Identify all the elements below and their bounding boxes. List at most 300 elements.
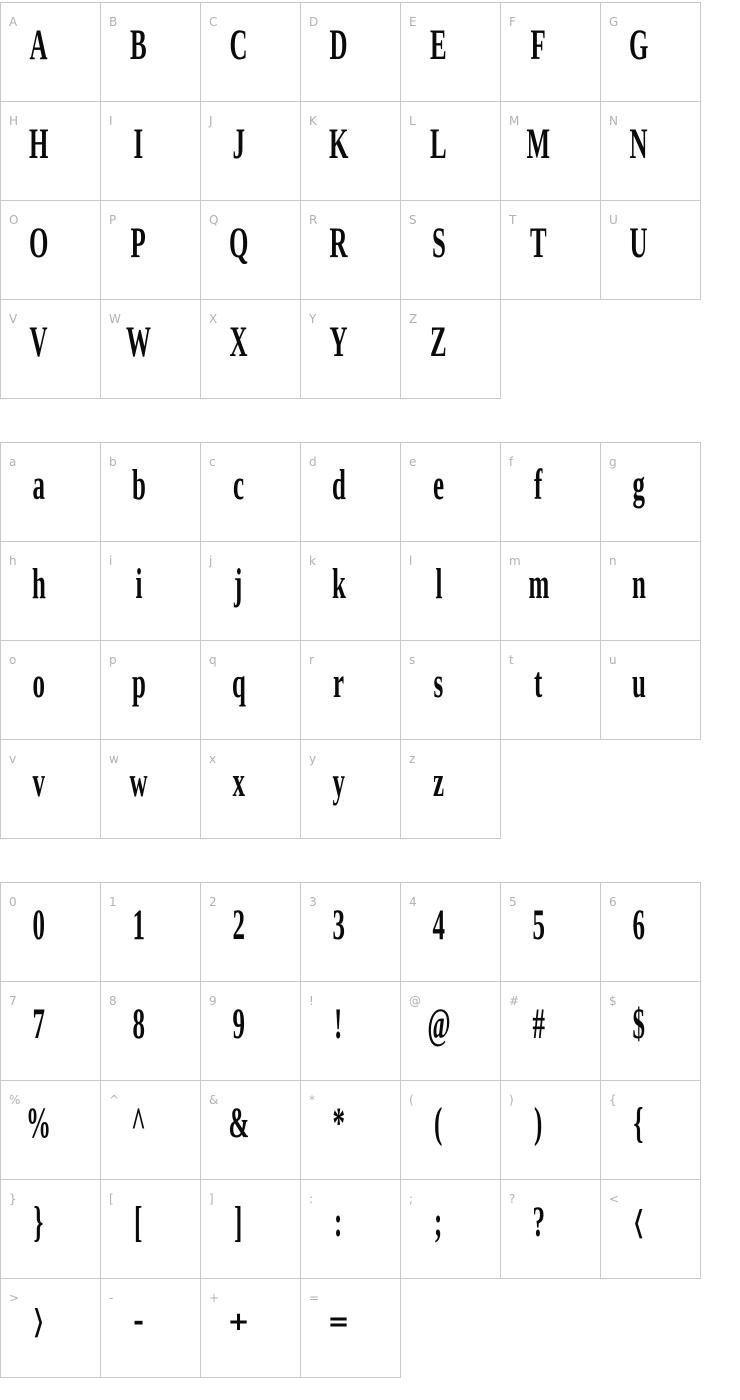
glyph-cell bbox=[101, 201, 201, 300]
cell-label: ? bbox=[509, 1192, 516, 1206]
glyph-cell bbox=[601, 1081, 701, 1180]
cell-label: A bbox=[9, 15, 18, 29]
glyph-character: ⟨ bbox=[632, 1203, 645, 1242]
cell-label: H bbox=[9, 114, 19, 128]
glyph-character: 0 bbox=[32, 902, 45, 949]
cell-label: R bbox=[309, 213, 318, 227]
glyph-character: H bbox=[28, 121, 49, 168]
cell-glyph bbox=[401, 461, 500, 519]
cell-glyph bbox=[1, 318, 100, 376]
cell-label: * bbox=[309, 1093, 315, 1107]
cell-label: S bbox=[409, 213, 417, 227]
cell-label: L bbox=[409, 114, 416, 128]
glyph-cell bbox=[201, 102, 301, 201]
glyph-cell bbox=[201, 1279, 301, 1378]
cell-glyph bbox=[101, 659, 200, 717]
glyph-character: % bbox=[26, 1100, 51, 1147]
glyph-character: x bbox=[232, 759, 245, 806]
cell-glyph bbox=[301, 758, 400, 816]
cell-label: Q bbox=[209, 213, 219, 227]
cell-label: q bbox=[209, 653, 217, 667]
cell-label: 1 bbox=[109, 895, 117, 909]
glyph-character: & bbox=[228, 1100, 249, 1147]
glyph-character: M bbox=[526, 121, 551, 168]
cell-glyph bbox=[101, 21, 200, 79]
cell-glyph bbox=[201, 318, 300, 376]
cell-glyph bbox=[1, 120, 100, 178]
cell-label: 0 bbox=[9, 895, 17, 909]
cell-glyph bbox=[401, 1000, 500, 1058]
glyph-character: V bbox=[29, 319, 48, 366]
glyph-cell bbox=[401, 1081, 501, 1180]
cell-glyph bbox=[601, 461, 700, 519]
glyph-character: 8 bbox=[132, 1001, 145, 1048]
cell-label: ] bbox=[209, 1192, 214, 1206]
cell-glyph bbox=[601, 219, 700, 277]
cell-glyph bbox=[601, 901, 700, 959]
cell-glyph bbox=[301, 21, 400, 79]
glyph-character: 6 bbox=[632, 902, 645, 949]
glyph-character: f bbox=[534, 462, 543, 509]
cell-glyph bbox=[201, 659, 300, 717]
glyph-cell bbox=[101, 883, 201, 982]
glyph-character: @ bbox=[426, 1001, 451, 1048]
glyph-cell bbox=[301, 542, 401, 641]
glyph-character: J bbox=[232, 121, 245, 168]
cell-label: i bbox=[109, 554, 113, 568]
glyph-character: m bbox=[528, 561, 549, 608]
glyph-cell bbox=[201, 740, 301, 839]
cell-glyph bbox=[1, 758, 100, 816]
glyph-character: 5 bbox=[532, 902, 545, 949]
cell-label: { bbox=[609, 1093, 617, 1107]
cell-label: j bbox=[209, 554, 213, 568]
cell-glyph bbox=[301, 461, 400, 519]
glyph-cell bbox=[401, 740, 501, 839]
cell-glyph bbox=[101, 758, 200, 816]
glyph-cell bbox=[501, 3, 601, 102]
cell-glyph bbox=[501, 21, 600, 79]
cell-label: x bbox=[209, 752, 217, 766]
cell-label: ^ bbox=[109, 1093, 120, 1107]
cell-label: 3 bbox=[309, 895, 317, 909]
glyph-cell bbox=[201, 1081, 301, 1180]
cell-label: 8 bbox=[109, 994, 117, 1008]
cell-glyph bbox=[101, 1000, 200, 1058]
glyph-row bbox=[0, 883, 701, 982]
glyph-cell bbox=[201, 641, 301, 740]
cell-label: 6 bbox=[609, 895, 617, 909]
glyph-character: g bbox=[632, 462, 645, 509]
glyph-block-uppercase bbox=[0, 2, 701, 399]
glyph-character: E bbox=[430, 22, 447, 69]
glyph-cell bbox=[601, 542, 701, 641]
glyph-cell bbox=[301, 102, 401, 201]
glyph-character: ; bbox=[434, 1199, 443, 1246]
cell-glyph bbox=[101, 461, 200, 519]
cell-label: f bbox=[509, 455, 514, 469]
cell-glyph bbox=[101, 560, 200, 618]
glyph-cell bbox=[301, 201, 401, 300]
cell-glyph bbox=[201, 901, 300, 959]
glyph-character: K bbox=[328, 121, 349, 168]
glyph-character: ? bbox=[532, 1199, 545, 1246]
cell-glyph bbox=[201, 758, 300, 816]
cell-glyph bbox=[1, 1000, 100, 1058]
glyph-character: Y bbox=[329, 319, 348, 366]
glyph-row bbox=[0, 102, 701, 201]
glyph-character: D bbox=[329, 22, 348, 69]
cell-label: d bbox=[309, 455, 317, 469]
glyph-character: z bbox=[432, 759, 445, 806]
glyph-cell bbox=[201, 1180, 301, 1279]
glyph-cell bbox=[101, 1279, 201, 1378]
cell-glyph bbox=[601, 1099, 700, 1157]
cell-label: h bbox=[9, 554, 17, 568]
glyph-cell bbox=[601, 443, 701, 542]
glyph-character: N bbox=[629, 121, 648, 168]
glyph-cell bbox=[601, 3, 701, 102]
glyph-character: 2 bbox=[232, 902, 245, 949]
glyph-character: 9 bbox=[232, 1001, 245, 1048]
cell-glyph bbox=[401, 219, 500, 277]
cell-glyph bbox=[201, 1198, 300, 1256]
cell-label: # bbox=[509, 994, 520, 1008]
glyph-cell bbox=[101, 102, 201, 201]
cell-glyph bbox=[201, 461, 300, 519]
cell-label: B bbox=[109, 15, 118, 29]
glyph-character: i bbox=[135, 561, 142, 608]
cell-glyph bbox=[101, 120, 200, 178]
glyph-character: W bbox=[126, 319, 151, 366]
glyph-character: ] bbox=[234, 1199, 243, 1246]
glyph-cell bbox=[201, 542, 301, 641]
cell-label: o bbox=[9, 653, 17, 667]
glyph-row bbox=[0, 982, 701, 1081]
cell-label: ( bbox=[409, 1093, 414, 1107]
glyph-character: o bbox=[32, 660, 45, 707]
glyph-cell bbox=[401, 3, 501, 102]
cell-label: E bbox=[409, 15, 417, 29]
glyph-cell bbox=[601, 982, 701, 1081]
cell-label: T bbox=[509, 213, 517, 227]
glyph-character: e bbox=[432, 462, 445, 509]
glyph-character: v bbox=[32, 759, 45, 806]
glyph-cell bbox=[301, 1081, 401, 1180]
cell-label: z bbox=[409, 752, 416, 766]
glyph-cell bbox=[301, 740, 401, 839]
glyph-character: j bbox=[234, 561, 243, 608]
glyph-cell bbox=[101, 740, 201, 839]
cell-label: 2 bbox=[209, 895, 217, 909]
cell-glyph bbox=[401, 659, 500, 717]
glyph-cell bbox=[101, 542, 201, 641]
glyph-cell bbox=[0, 982, 101, 1081]
glyph-cell bbox=[0, 740, 101, 839]
cell-label: D bbox=[309, 15, 319, 29]
cell-glyph bbox=[1, 1198, 100, 1256]
cell-label: % bbox=[9, 1093, 21, 1107]
cell-label: > bbox=[9, 1291, 20, 1305]
glyph-cell bbox=[0, 201, 101, 300]
glyph-row bbox=[0, 3, 701, 102]
cell-glyph bbox=[201, 120, 300, 178]
glyph-character: I bbox=[133, 121, 144, 168]
glyph-character: # bbox=[532, 1001, 545, 1048]
cell-glyph bbox=[401, 901, 500, 959]
glyph-cell bbox=[501, 542, 601, 641]
glyph-character: = bbox=[327, 1307, 350, 1337]
cell-label: w bbox=[109, 752, 119, 766]
glyph-character: b bbox=[131, 462, 146, 509]
glyph-cell bbox=[101, 1081, 201, 1180]
cell-label: < bbox=[609, 1192, 620, 1206]
glyph-character: c bbox=[232, 462, 245, 509]
glyph-character: F bbox=[530, 22, 547, 69]
cell-glyph bbox=[601, 1198, 700, 1254]
cell-label: Y bbox=[309, 312, 317, 326]
cell-glyph bbox=[501, 901, 600, 959]
glyph-cell bbox=[0, 542, 101, 641]
glyph-cell bbox=[301, 3, 401, 102]
cell-label: u bbox=[609, 653, 617, 667]
glyph-block-digits-symbols bbox=[0, 882, 701, 1378]
glyph-character: ! bbox=[334, 1001, 343, 1048]
glyph-cell bbox=[0, 1279, 101, 1378]
cell-glyph bbox=[101, 1099, 200, 1157]
glyph-character: S bbox=[431, 220, 446, 267]
cell-label: l bbox=[409, 554, 413, 568]
cell-label: c bbox=[209, 455, 216, 469]
glyph-character: 3 bbox=[332, 902, 345, 949]
cell-label: e bbox=[409, 455, 417, 469]
glyph-character: p bbox=[131, 660, 146, 707]
cell-label: t bbox=[509, 653, 514, 667]
glyph-cell bbox=[601, 641, 701, 740]
cell-glyph bbox=[301, 560, 400, 618]
cell-glyph bbox=[1, 560, 100, 618]
glyph-cell bbox=[501, 1081, 601, 1180]
glyph-character: Z bbox=[430, 319, 447, 366]
glyph-cell bbox=[501, 201, 601, 300]
glyph-cell bbox=[301, 982, 401, 1081]
cell-glyph bbox=[101, 219, 200, 277]
glyph-character: G bbox=[628, 22, 649, 69]
glyph-cell bbox=[401, 641, 501, 740]
glyph-cell bbox=[0, 1180, 101, 1279]
glyph-cell bbox=[301, 1279, 401, 1378]
glyph-character: y bbox=[332, 759, 345, 806]
glyph-character: R bbox=[329, 220, 348, 267]
cell-glyph bbox=[1, 659, 100, 717]
glyph-row bbox=[0, 1081, 701, 1180]
glyph-cell bbox=[301, 1180, 401, 1279]
glyph-character: ) bbox=[534, 1100, 543, 1147]
glyph-cell bbox=[401, 300, 501, 399]
glyph-character: l bbox=[435, 561, 442, 608]
cell-label: G bbox=[609, 15, 619, 29]
cell-glyph bbox=[501, 120, 600, 178]
cell-glyph bbox=[301, 1198, 400, 1256]
cell-glyph bbox=[501, 461, 600, 519]
glyph-character: s bbox=[433, 660, 444, 707]
glyph-row bbox=[0, 443, 701, 542]
glyph-cell bbox=[401, 443, 501, 542]
cell-label: r bbox=[309, 653, 314, 667]
glyph-cell bbox=[201, 300, 301, 399]
cell-label: 7 bbox=[9, 994, 17, 1008]
cell-glyph bbox=[201, 219, 300, 277]
cell-glyph bbox=[301, 120, 400, 178]
cell-glyph bbox=[401, 318, 500, 376]
cell-label: N bbox=[609, 114, 618, 128]
cell-glyph bbox=[601, 659, 700, 717]
cell-glyph bbox=[401, 120, 500, 178]
glyph-character: h bbox=[31, 561, 46, 608]
glyph-cell bbox=[601, 1180, 701, 1279]
cell-label: J bbox=[209, 114, 213, 128]
cell-glyph bbox=[201, 560, 300, 618]
glyph-cell bbox=[401, 102, 501, 201]
cell-label: + bbox=[209, 1291, 220, 1305]
glyph-character: T bbox=[530, 220, 547, 267]
cell-label: M bbox=[509, 114, 520, 128]
glyph-character: A bbox=[29, 22, 48, 69]
glyph-character: w bbox=[129, 759, 148, 806]
cell-glyph bbox=[101, 1297, 200, 1350]
glyph-cell bbox=[0, 443, 101, 542]
cell-glyph bbox=[101, 1198, 200, 1256]
cell-glyph bbox=[401, 1198, 500, 1256]
glyph-character: 4 bbox=[432, 902, 445, 949]
glyph-cell bbox=[501, 443, 601, 542]
glyph-character: ( bbox=[434, 1100, 443, 1147]
cell-label: O bbox=[9, 213, 19, 227]
cell-label: 9 bbox=[209, 994, 217, 1008]
glyph-cell bbox=[301, 443, 401, 542]
cell-label: W bbox=[109, 312, 121, 326]
cell-glyph bbox=[201, 21, 300, 79]
glyph-row bbox=[0, 1279, 701, 1378]
glyph-row bbox=[0, 300, 701, 399]
cell-glyph bbox=[301, 219, 400, 277]
glyph-character: B bbox=[130, 22, 147, 69]
glyph-cell bbox=[201, 982, 301, 1081]
glyph-cell bbox=[0, 102, 101, 201]
cell-label: p bbox=[109, 653, 117, 667]
cell-glyph bbox=[1, 901, 100, 959]
cell-glyph bbox=[601, 21, 700, 79]
glyph-character: : bbox=[334, 1199, 343, 1246]
glyph-cell bbox=[0, 300, 101, 399]
glyph-row bbox=[0, 740, 701, 839]
glyph-cell bbox=[0, 1081, 101, 1180]
glyph-cell bbox=[601, 102, 701, 201]
glyph-character: { bbox=[633, 1100, 644, 1147]
glyph-cell bbox=[401, 982, 501, 1081]
glyph-character: 1 bbox=[132, 902, 145, 949]
glyph-character: q bbox=[231, 660, 246, 707]
cell-label: ) bbox=[509, 1093, 514, 1107]
glyph-row bbox=[0, 201, 701, 300]
glyph-row bbox=[0, 1180, 701, 1279]
cell-label: 5 bbox=[509, 895, 517, 909]
glyph-cell bbox=[0, 3, 101, 102]
glyph-block-lowercase bbox=[0, 442, 701, 839]
glyph-character: $ bbox=[632, 1001, 645, 1048]
cell-label: U bbox=[609, 213, 618, 227]
glyph-cell bbox=[301, 300, 401, 399]
glyph-character: Q bbox=[228, 220, 249, 267]
cell-label: Z bbox=[409, 312, 418, 326]
cell-label: @ bbox=[409, 994, 421, 1008]
cell-label: : bbox=[309, 1192, 314, 1206]
cell-label: 4 bbox=[409, 895, 417, 909]
glyph-cell bbox=[401, 542, 501, 641]
cell-glyph bbox=[601, 560, 700, 618]
cell-glyph bbox=[601, 120, 700, 178]
glyph-character: C bbox=[229, 22, 248, 69]
cell-label: V bbox=[9, 312, 18, 326]
cell-glyph bbox=[1, 1297, 100, 1353]
glyph-character: [ bbox=[134, 1199, 143, 1246]
glyph-row bbox=[0, 542, 701, 641]
glyph-cell bbox=[501, 883, 601, 982]
glyph-cell bbox=[301, 641, 401, 740]
glyph-cell bbox=[101, 641, 201, 740]
cell-glyph bbox=[201, 1000, 300, 1058]
glyph-character: 7 bbox=[32, 1001, 45, 1048]
cell-label: I bbox=[109, 114, 113, 128]
cell-glyph bbox=[301, 659, 400, 717]
glyph-character: P bbox=[130, 220, 147, 267]
cell-label: a bbox=[9, 455, 17, 469]
glyph-cell bbox=[401, 883, 501, 982]
glyph-cell bbox=[501, 102, 601, 201]
glyph-character: n bbox=[631, 561, 646, 608]
cell-glyph bbox=[501, 1198, 600, 1256]
cell-label: ; bbox=[409, 1192, 414, 1206]
cell-glyph bbox=[1, 1099, 100, 1157]
cell-label: b bbox=[109, 455, 117, 469]
cell-glyph bbox=[401, 21, 500, 79]
glyph-cell bbox=[201, 201, 301, 300]
glyph-cell bbox=[501, 1180, 601, 1279]
glyph-cell bbox=[301, 883, 401, 982]
cell-glyph bbox=[301, 901, 400, 959]
glyph-character: r bbox=[332, 660, 345, 707]
cell-glyph bbox=[501, 560, 600, 618]
cell-label: C bbox=[209, 15, 218, 29]
cell-label: m bbox=[509, 554, 521, 568]
glyph-character: O bbox=[28, 220, 49, 267]
glyph-cell bbox=[101, 300, 201, 399]
cell-label: n bbox=[609, 554, 617, 568]
cell-label: F bbox=[509, 15, 516, 29]
glyph-cell bbox=[0, 641, 101, 740]
cell-glyph bbox=[401, 1099, 500, 1157]
cell-label: & bbox=[209, 1093, 219, 1107]
cell-glyph bbox=[301, 1099, 400, 1157]
cell-glyph bbox=[101, 901, 200, 959]
cell-glyph bbox=[501, 1099, 600, 1157]
glyph-character: - bbox=[133, 1307, 144, 1337]
glyph-cell bbox=[601, 201, 701, 300]
glyph-cell bbox=[501, 641, 601, 740]
cell-glyph bbox=[301, 318, 400, 376]
glyph-character: L bbox=[430, 121, 447, 168]
glyph-character: + bbox=[227, 1307, 250, 1337]
